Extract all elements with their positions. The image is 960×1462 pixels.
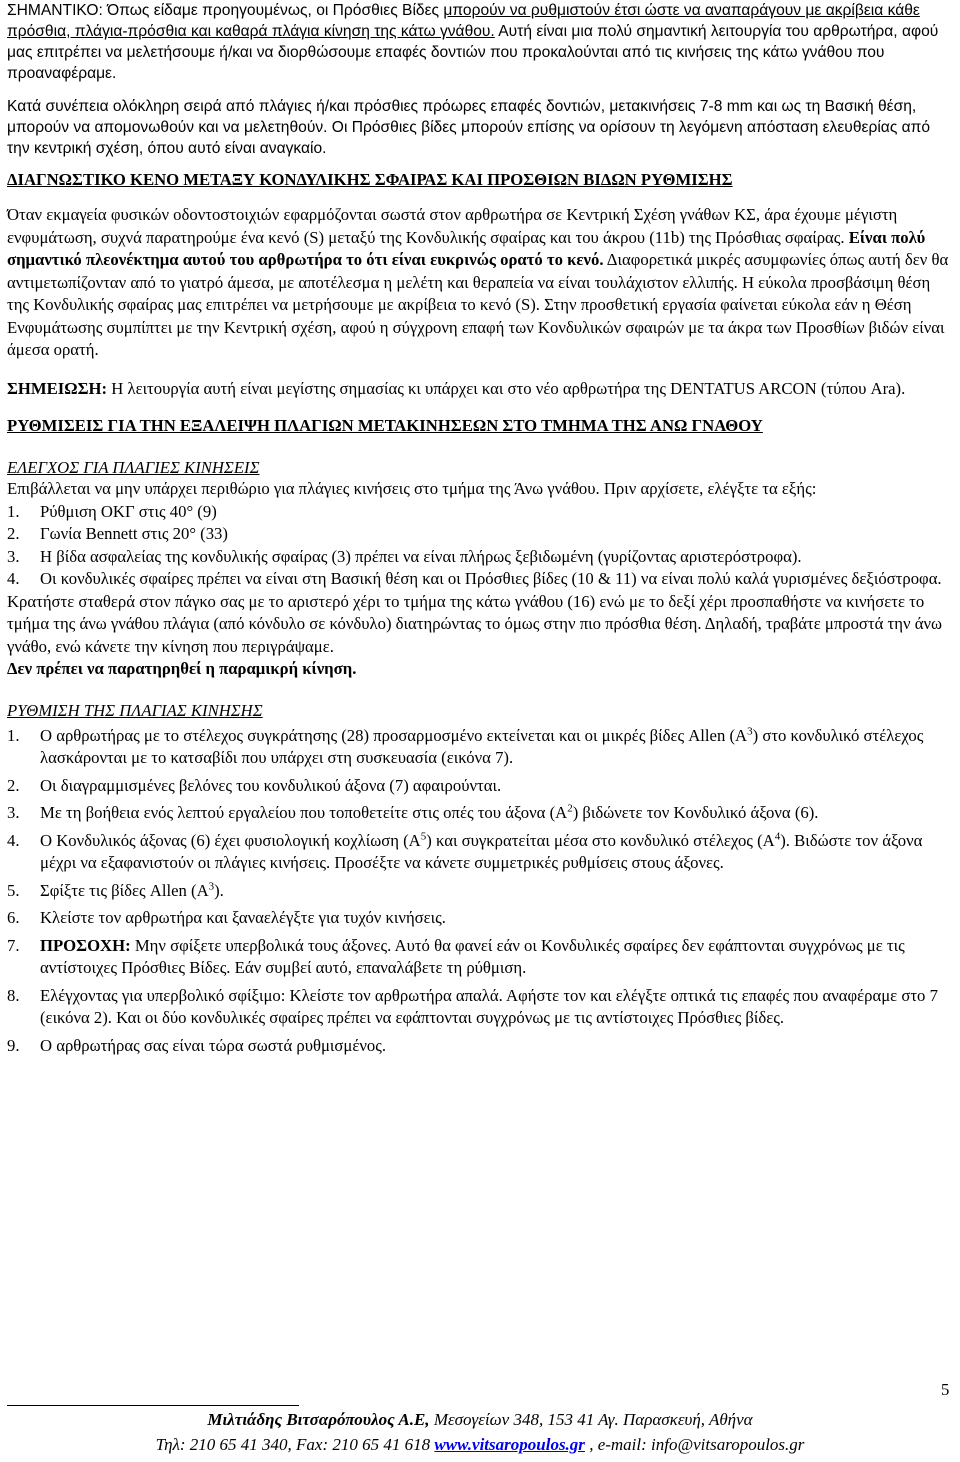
lateral-adjustment-list [7,725,955,1058]
list-item: 4. Ο Κονδυλικός άξονας (6) έχει φυσιολογική κοχλίωση $(A^5)$ και συγκρατείται μέσα στο κονδυλικό στέλεχος $(A^4)$. Βιδώστε τον άξονα μέχρι να εξαφανιστούν οι πλάγιες κινήσεις. Προσέξτε να κάνετε συμμετρικές ρυθμίσεις στους άξονες. [7,829,923,872]
footer-divider [7,1405,299,1406]
section-heading-diagnostic-gap: ΔΙΑΓΝΩΣΤΙΚΟ ΚΕΝΟ ΜΕΤΑΞΥ ΚΟΝΔΥΛΙΚΗΣ ΣΦΑΙΡΑΣ ΚΑΙ ΠΡΟΣΘΙΩΝ ΒΙΔΩΝ ΡΥΘΜΙΣΗΣ [7,170,733,189]
page-number: 5 [941,1380,950,1399]
section-heading-lateral-adjustments: ΡΥΘΜΙΣΕΙΣ ΓΙΑ ΤΗΝ ΕΞΑΛΕΙΨΗ ΠΛΑΓΙΩΝ ΜΕΤΑΚΙΝΗΣΕΩΝ ΣΤΟ ΤΜΗΜΑ ΤΗΣ ΑΝΩ ΓΝΑΘΟΥ [7,416,763,435]
footer-company-line: Μιλτιάδης Βιτσαρόπουλος Α.Ε, Μεσογείων 348, 153 41 Αγ. Παρασκευή, Αθήνα [207,1410,753,1429]
subheading-lateral-adjustment: ΡΥΘΜΙΣΗ ΤΗΣ ΠΛΑΓΙΑΣ ΚΙΝΗΣΗΣ [7,700,263,720]
footer-company-name: Μιλτιάδης Βιτσαρόπουλος Α.Ε, [207,1410,430,1429]
list-item: 4. Οι κονδυλικές σφαίρες πρέπει να είναι στη Βασική θέση και οι Πρόσθιες βίδες (10 & 11) να είναι πολύ καλά γυρισμένες δεξιόστροφα. [7,569,942,588]
lateral-check-instructions: Κρατήστε σταθερά στον πάγκο σας με το αριστερό χέρι το τμήμα της κάτω γνάθου (16) ενώ με το δεξί χέρι προσπαθήστε να κινήσετε το τμήμα της άνω γνάθου πλάγια (από κόνδυλο σε κόνδυλο) διατηρώντας το όμως στην πιο πρόσθια θέση. Δηλαδή, τραβάτε μπροστά την άνω γνάθο, ενώ κάνετε την κίνηση που περιγράψαμε. [7,591,942,656]
lateral-check-intro: Επιβάλλεται να μην υπάρχει περιθώριο για πλάγιες κινήσεις στο τμήμα της Άνω γνάθου. Πριν αρχίσετε, ελέγξτε τα εξής: [7,479,817,498]
list-item: 3. Η βίδα ασφαλείας της κονδυλικής σφαίρας (3) πρέπει να είναι πλήρως ξεβιδωμένη (γυρίζοντας αριστερόστροφα). [7,546,802,566]
list-item: 9. Ο αρθρωτήρας σας είναι τώρα σωστά ρυθμισμένος. [7,1035,387,1055]
document-page [7,0,955,1057]
footer-website-link[interactable]: www.vitsaropoulos.gr [434,1435,585,1454]
diagnostic-paragraph: Όταν εκμαγεία φυσικών οδοντοστοιχιών εφαρμόζονται σωστά στον αρθρωτήρα σε Κεντρική Σχέση γνάθων ΚΣ, άρα έχουμε μέγιστη ενφυμάτωση, συχνά παρατηρούμε ένα κενό (S) μεταξύ της Κονδυλικής σφαίρας και του άκρου (11b) της Πρόσθιας σφαίρας. Είναι πολύ σημαντικό πλεονέκτημα αυτού του αρθρωτήρα το ότι είναι ευκρινώς ορατό το κενό. Διαφορετικά μικρές ασυμφωνίες όπως αυτή δεν θα αντιμετωπίζονταν από το γιατρό άμεσα, με αποτέλεσμα η μελέτη και θεραπεία να είναι τουλάχιστον ελλιπής. Η εύκολα προσβάσιμη θέση της Κονδυλικής σφαίρας μας επιτρέπει να μετρήσουμε με ακρίβεια το κενό (S). Στην προσθετική εργασία φαίνεται εύκολα εάν η Θέση Ενφυμάτωσης συμπίπτει με την Κεντρική σχέση, αφού η σύγχρονη επαφή των Κονδυλικών σφαιρών με τα άκρα των Προσθίων βιδών είναι άμεσα ορατή. [7,205,949,359]
lateral-check-warning: Δεν πρέπει να παρατηρηθεί η παραμικρή κίνηση. [7,659,357,678]
intro-paragraph: ΣΗΜΑΝΤΙΚΟ: Όπως είδαμε προηγουμένως, οι Πρόσθιες Βίδες μπορούν να ρυθμιστούν έτσι ώστε να αναπαράγουν με ακρίβεια κάθε πρόσθια, πλάγια-πρόσθια και καθαρά πλάγια κίνηση της κάτω γνάθου. Αυτή είναι μια πολύ σημαντική λειτουργία του αρθρωτήρα, αφού μας επιτρέπει να μελετήσουμε ή/και να διορθώσουμε επαφές δοντιών που προκαλούνται από τις κινήσεις της κάτω γνάθου που προαναφέραμε. [7,2,939,82]
list-item: 2. Οι διαγραμμισμένες βελόνες του κονδυλικού άξονα (7) αφαιρούνται. [7,775,502,795]
intro-label: ΣΗΜΑΝΤΙΚΟ: [7,2,103,19]
footer-contact-line: Τηλ: 210 65 41 340, Fax: 210 65 41 618 www.vitsaropoulos.gr , e-mail: info@vitsaropoulos.gr [155,1435,805,1454]
list-item: 5. Σφίξτε τις βίδες Allen $(A^3)$. [7,879,224,900]
list-item: 3. Με τη βοήθεια ενός λεπτού εργαλείου που τοποθετείτε στις οπές του άξονα $(A^2)$ βιδώνετε τον Κονδυλικό άξονα (6). [7,802,819,822]
list-item: 6. Κλείστε τον αρθρωτήρα και ξαναελέγξτε για τυχόν κινήσεις. [7,908,446,927]
page-footer [7,1407,953,1457]
caution-label: ΠΡΟΣΟΧΗ: [40,935,131,955]
intro-paragraph-2: Κατά συνέπεια ολόκληρη σειρά από πλάγιες ή/και πρόσθιες πρόωρες επαφές δοντιών, μετακινήσεις 7-8 mm και ως τη Βασική θέση, μπορούν να απομονωθούν και να μελετηθούν. Οι Πρόσθιες βίδες μπορούν επίσης να ορίσουν τη λεγόμενη απόσταση ελευθερίας από την κεντρική σχέση, όπου αυτό είναι αναγκαίο. [7,98,931,157]
list-item: 8. Ελέγχοντας για υπερβολικό σφίξιμο: Κλείστε τον αρθρωτήρα απαλά. Αφήστε τον και ελέγξτε οπτικά τις επαφές που αναφέραμε στο 7 (εικόνα 2). Και οι δύο κονδυλικές σφαίρες πρέπει να εφάπτονται συγχρόνως με τις αντίστοιχες Πρόσθιες βίδες. [7,985,938,1027]
list-item: 1. Ο αρθρωτήρας με το στέλεχος συγκράτησης (28) προσαρμοσμένο εκτείνεται και οι μικρές βίδες Allen $(A^3)$ στο κονδυλικό στέλεχος λασκάρονται με το κατσαβίδι που υπάρχει στη συσκευασία (εικόνα 7). [7,724,924,767]
list-item: 1. Ρύθμιση ΟΚΓ στις 40° (9) [7,501,217,521]
subheading-lateral-check: ΕΛΕΓΧΟΣ ΓΙΑ ΠΛΑΓΙΕΣ ΚΙΝΗΣΕΙΣ [7,458,260,477]
list-item: 7. ΠΡΟΣΟΧΗ: Μην σφίξετε υπερβολικά τους άξονες. Αυτό θα φανεί εάν οι Κονδυλικές σφαίρες δεν εφάπτονται συγχρόνως με τις αντίστοιχες Πρόσθιες Βίδες. Εάν συμβεί αυτό, επαναλάβετε τη ρύθμιση. [7,935,905,977]
intro-underlined-text: μπορούν να ρυθμιστούν έτσι ώστε να αναπαράγουν με ακρίβεια κάθε πρόσθια, πλάγια-πρόσθια και καθαρά πλάγια κίνηση της κάτω γνάθου. [7,2,920,40]
lateral-check-list [7,501,955,591]
note-paragraph: ΣΗΜΕΙΩΣΗ: Η λειτουργία αυτή είναι μεγίστης σημασίας κι υπάρχει και στο νέο αρθρωτήρα της DENTATUS ARCON (τύπου Ara). [7,378,906,398]
list-item: 2. Γωνία Bennett στις 20° (33) [7,524,228,543]
diagnostic-bold-text: Είναι πολύ σημαντικό πλεονέκτημα αυτού του αρθρωτήρα το ότι είναι ευκρινώς ορατό το κενό. [7,227,926,269]
note-label: ΣΗΜΕΙΩΣΗ: [7,378,108,398]
